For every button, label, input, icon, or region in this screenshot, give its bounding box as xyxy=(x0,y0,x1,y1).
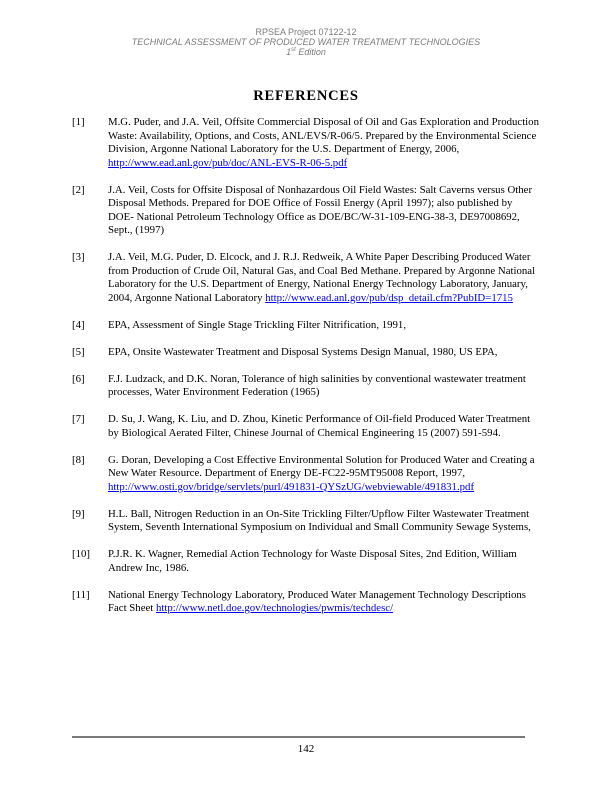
reference-number: [7] xyxy=(72,413,85,425)
edition-word: Edition xyxy=(298,47,326,57)
page-header xyxy=(0,27,612,57)
reference-text: National Energy Technology Laboratory, Produced Water Management Technology Descriptions Fact Sheet http://www.netl.doe.gov/technologies/pwmis/techdesc/ xyxy=(108,588,526,614)
reference-text: D. Su, J. Wang, K. Liu, and D. Zhou, Kinetic Performance of Oil-field Produced Water Treatment by Biological Aerated Filter, Chinese Journal of Chemical Engineering 15 (2007) 591-594. xyxy=(108,413,531,439)
reference-item xyxy=(72,184,540,238)
reference-number: [9] xyxy=(72,507,85,520)
reference-number: [10] xyxy=(72,548,90,560)
header-edition-line xyxy=(0,47,612,57)
header-project-line: RPSEA Project 07122-12 xyxy=(255,27,357,37)
reference-link[interactable]: http://www.osti.gov/bridge/servlets/purl/491831-QYSzUG/webviewable/491831.pdf xyxy=(108,480,475,493)
reference-item xyxy=(72,346,540,360)
reference-text: H.L. Ball, Nitrogen Reduction in an On-Site Trickling Filter/Upflow Filter Wastewater Treatment System, Seventh International Symposium on Individual and Small Community Sewage Systems, xyxy=(108,507,531,533)
reference-text: P.J.R. K. Wagner, Remedial Action Technology for Waste Disposal Sites, 2nd Edition, William Andrew Inc, 1986. xyxy=(108,548,517,574)
reference-link[interactable]: http://www.ead.anl.gov/pub/doc/ANL-EVS-R-06-5.pdf xyxy=(108,156,348,169)
reference-item xyxy=(72,589,540,616)
reference-item xyxy=(72,116,540,170)
reference-item xyxy=(72,508,540,535)
reference-text: J.A. Veil, M.G. Puder, D. Elcock, and J. R.J. Redweik, A White Paper Describing Produced Water from Production of Crude Oil, Natural Gas, and Coal Bed Methane. Prepared by Argonne National Laboratory for the U.S. Department of Energy, National Energy Technology Laboratory, January, 2004, Argonne National Laboratory http://www.ead.anl.gov/pub/dsp_detail.cfm?PubID=1715 xyxy=(108,251,536,304)
edition-ordinal-suffix: st xyxy=(291,47,296,53)
reference-item xyxy=(72,251,540,305)
reference-link[interactable]: http://www.ead.anl.gov/pub/dsp_detail.cfm?PubID=1715 xyxy=(265,291,513,304)
header-document-title: TECHNICAL ASSESSMENT OF PRODUCED WATER TREATMENT TECHNOLOGIES xyxy=(131,37,481,47)
reference-number: [2] xyxy=(72,183,85,196)
page-number: 142 xyxy=(297,743,315,755)
reference-item xyxy=(72,413,540,440)
reference-text: M.G. Puder, and J.A. Veil, Offsite Commercial Disposal of Oil and Gas Exploration and Production Waste: Availability, Options, and Costs, ANL/EVS/R-06/5. Prepared by the Environmental Science Division, Argonne National Laboratory for the U.S. Department of Energy, 2006, http://www.ead.anl.gov/pub/doc/ANL-EVS-R-06-5.pdf xyxy=(108,116,539,169)
reference-number: [5] xyxy=(72,345,85,358)
reference-number: [4] xyxy=(72,318,85,331)
reference-number: [1] xyxy=(72,116,85,128)
reference-item xyxy=(72,319,540,333)
reference-number: [6] xyxy=(72,372,85,385)
reference-text: F.J. Ludzack, and D.K. Noran, Tolerance of high salinities by conventional wastewater treatment processes, Water Environment Federation (1965) xyxy=(108,372,526,398)
references-list xyxy=(72,116,540,629)
footer-rule xyxy=(72,736,525,738)
reference-item xyxy=(72,548,540,575)
reference-item xyxy=(72,454,540,495)
reference-text: G. Doran, Developing a Cost Effective Environmental Solution for Produced Water and Creating a New Water Resource. Department of Energy DE-FC22-95MT95008 Report, 1997, http://www.osti.gov/bridge/servlets/purl/491831-QYSzUG/webviewable/491831.pdf xyxy=(108,453,535,493)
reference-text: EPA, Onsite Wastewater Treatment and Disposal Systems Design Manual, 1980, US EPA, xyxy=(108,345,498,358)
page-title: REFERENCES xyxy=(253,88,359,104)
reference-number: [11] xyxy=(72,588,90,601)
reference-link[interactable]: http://www.netl.doe.gov/technologies/pwmis/techdesc/ xyxy=(155,602,394,614)
reference-text: EPA, Assessment of Single Stage Trickling Filter Nitrification, 1991, xyxy=(108,318,407,331)
edition-number: 1 xyxy=(286,47,292,57)
reference-text: J.A. Veil, Costs for Offsite Disposal of Nonhazardous Oil Field Wastes: Salt Caverns versus Other Disposal Methods. Prepared for DOE Office of Fossil Energy (April 1997); also published by DOE- National Petroleum Technology Office as DOE/BC/W-31-109-ENG-38-3, DE97008692, Sept., (1997) xyxy=(108,183,533,236)
reference-number: [8] xyxy=(72,453,85,466)
reference-number: [3] xyxy=(72,251,85,263)
reference-item xyxy=(72,373,540,400)
